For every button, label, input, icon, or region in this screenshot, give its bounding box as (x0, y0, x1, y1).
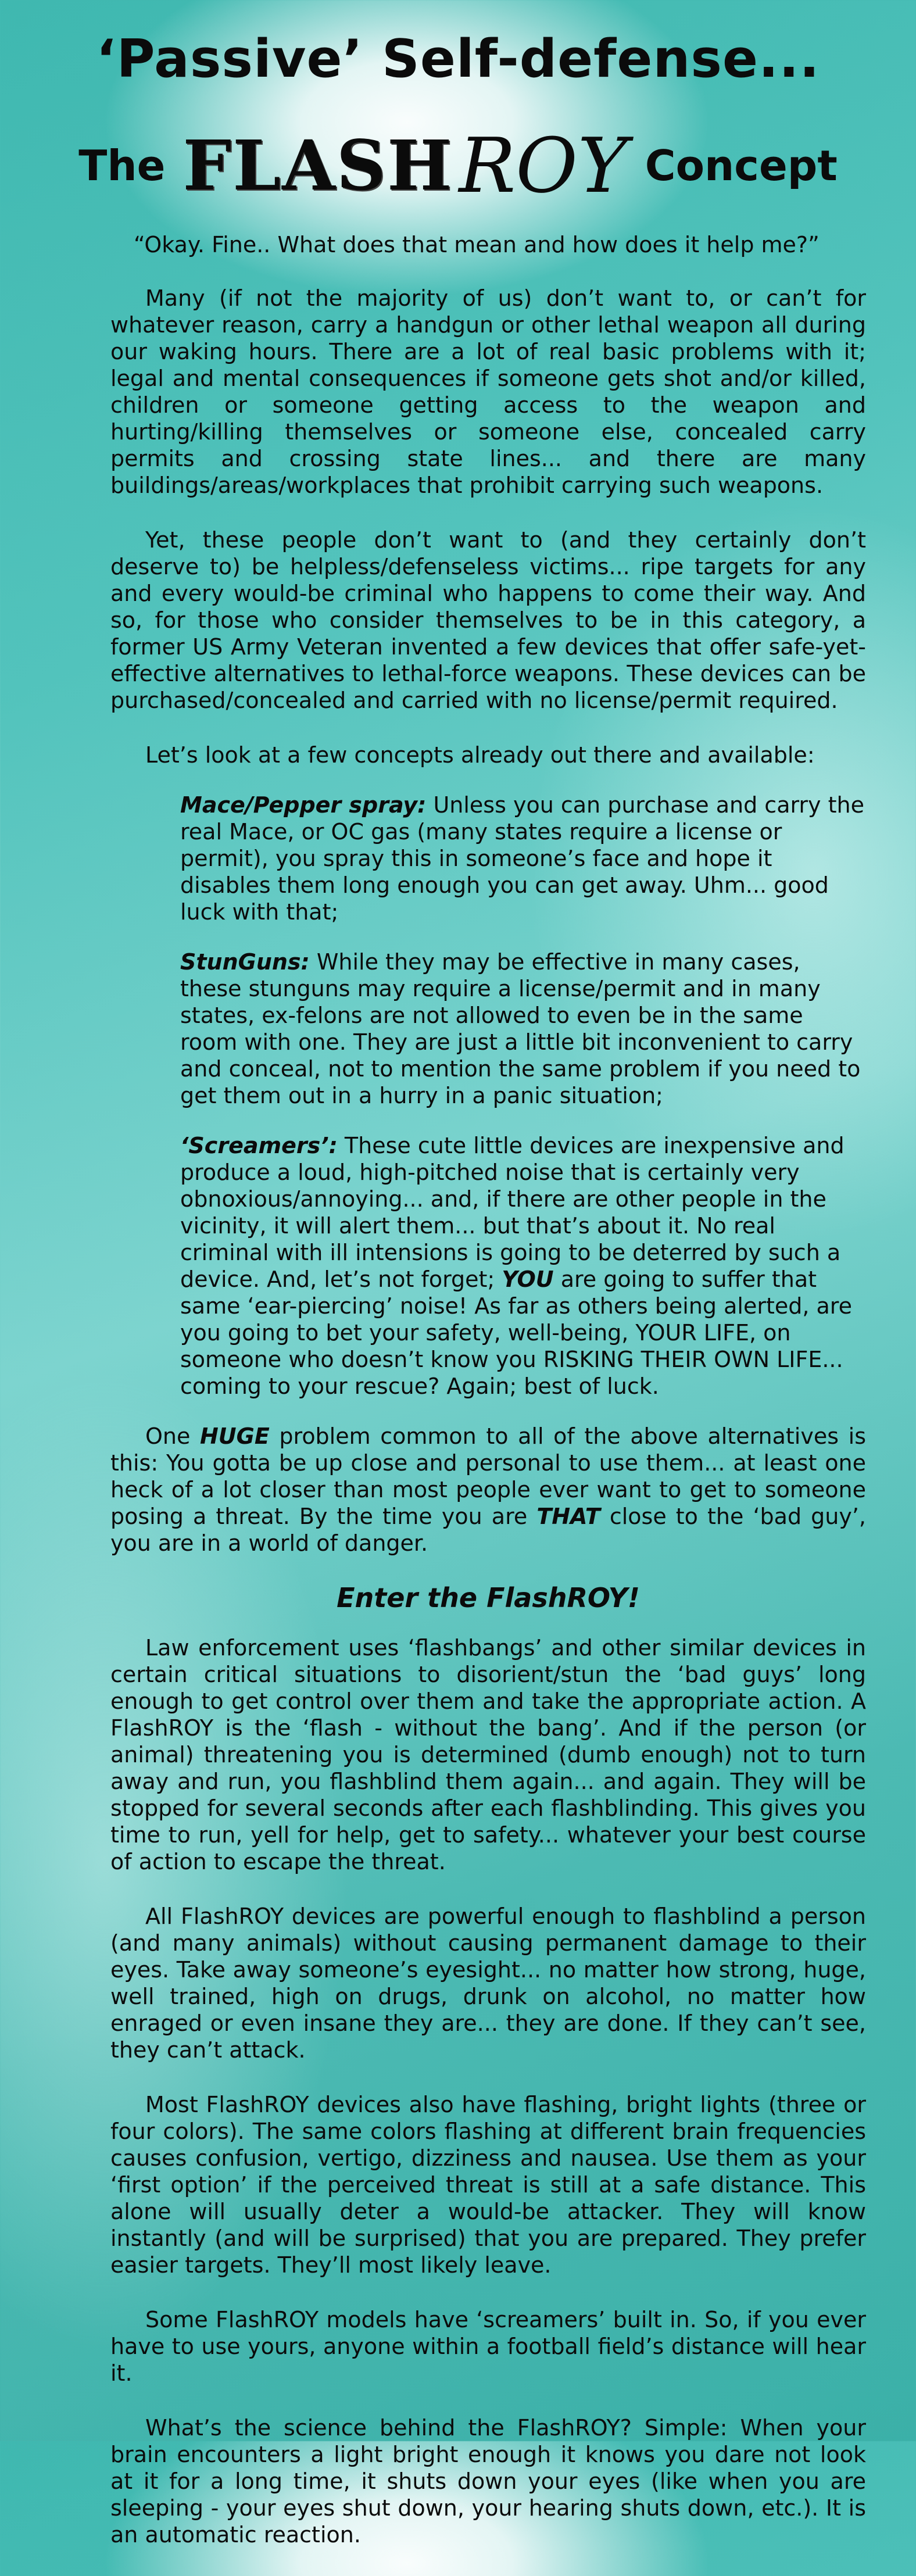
opening-quote: “Okay. Fine.. What does that mean and how does it help me?” (134, 232, 820, 257)
item-heading: StunGuns: (180, 949, 310, 975)
p4-text-b: problem common to all of the above alternatives is this: You gotta be up close and personal to use them... at least one heck of a lot closer than most people ever want to get to someone posing a threat. By the time you are (110, 1423, 866, 1529)
paragraph-5: Law enforcement uses ‘flashbangs’ and other similar devices in certain critical situations to disorient/stun the ‘bad guys’ long enough to get control over them and take the appropriate action. A FlashROY is the ‘flash - without the bang’. And if the person (or animal) threatening you is determined (dumb enough) not to turn away and run, you flashblind them again... and again. They will be stopped for several seconds after each flashblinding. This gives you time to run, yell for help, get to safety... whatever your best course of action to escape the threat. (110, 1635, 866, 1874)
item-body-continued: are going to suffer that same ‘ear-piercing’ noise! As far as others being alerted, are you going to bet your safety, well-being, YOUR LIFE, on someone who doesn’t know you RISKING THEIR OWN LIFE... coming to your rescue? Again; best of luck. (180, 1266, 852, 1399)
item-heading: Mace/Pepper spray: (180, 792, 427, 818)
list-item-mace (180, 792, 866, 925)
item-emphasis: YOU (502, 1266, 554, 1292)
list-item-stunguns (180, 949, 866, 1109)
item-body: While they may be effective in many cases, these stunguns may require a license/permit and in many states, ex-felons are not allowed to even be in the same room with one. They are just a little bit inconvenient to carry and conceal, not to mention the same problem if you need to get them out in a hurry in a panic situation; (180, 949, 861, 1108)
title-roy-logo: ROY (459, 121, 628, 210)
paragraph-3: Let’s look at a few concepts already out there and available: (145, 742, 815, 768)
p4-text-c: close to the ‘bad guy’, you are in a world of danger. (110, 1504, 866, 1556)
item-body: These cute little devices are inexpensive and produce a loud, high-pitched noise that is certainly very obnoxious/annoying... and, if there are other people in the vicinity, it will alert them... but that’s about it. No real criminal with ill intensions is going to be deterred by such a device. And, let’s not forget; (180, 1133, 845, 1292)
paragraph-6: All FlashROY devices are powerful enough to flashblind a person (and many animals) without causing permanent damage to their eyes. Take away someone’s eyesight... no matter how strong, huge, well trained, high on drugs, drunk on alcohol, no matter how enraged or even insane they are... they are done. If they can’t see, they can’t attack. (110, 1904, 866, 2063)
p4-text-a: One (145, 1423, 200, 1449)
paragraph-7: Most FlashROY devices also have flashing, bright lights (three or four colors). The same colors flashing at different brain frequencies causes confusion, vertigo, dizziness and nausea. Use them as your ‘first option’ if the perceived threat is still at a safe distance. This alone will usually deter a would-be attacker. They will know instantly (and will be surprised) that you are prepared. They prefer easier targets. They’ll most likely leave. (110, 2092, 866, 2278)
list-item-screamers (180, 1132, 866, 1400)
paragraph-1: Many (if not the majority of us) don’t want to, or can’t for whatever reason, carry a handgun or other lethal weapon all during our waking hours. There are a lot of real basic problems with it; legal and mental consequences if someone gets shot and/or killed, children or someone getting access to the weapon and hurting/killing themselves or someone else, concealed carry permits and crossing state lines... and there are many buildings/areas/workplaces that prohibit carrying such weapons. (110, 285, 866, 498)
title-concept: Concept (645, 141, 838, 190)
item-heading: ‘Screamers’: (180, 1133, 338, 1158)
p4-emphasis-that: THAT (536, 1504, 600, 1529)
paragraph-9: What’s the science behind the FlashROY? Simple: When your brain encounters a light bright enough it knows you dare not look at it for a long time, it shuts down your eyes (like when you are sleeping - your eyes shut down, your hearing shuts down, etc.). It is an automatic reaction. (110, 2415, 866, 2548)
paragraph-8: Some FlashROY models have ‘screamers’ built in. So, if you ever have to use yours, anyone within a football field’s distance will hear it. (110, 2307, 866, 2386)
paragraph-2: Yet, these people don’t want to (and they certainly don’t deserve to) be helpless/defenseless victims... ripe targets for any and every would-be criminal who happens to come their way. And so, for those who consider themselves to be in this category, a former US Army Veteran invented a few devices that offer safe-yet-effective alternatives to lethal-force weapons. These devices can be purchased/concealed and carried with no license/permit required. (110, 527, 866, 713)
item-body: Unless you can purchase and carry the real Mace, or OC gas (many states require a license or permit), you spray this in someone’s face and hope it disables them long enough you can get away. Uhm... good luck with that; (180, 792, 864, 925)
title-line-2 (0, 121, 916, 210)
title-the: The (78, 141, 166, 190)
title-line-1: ‘Passive’ Self-defense... (96, 28, 820, 90)
paragraph-4 (110, 1423, 866, 1557)
p4-emphasis-huge: HUGE (199, 1423, 270, 1449)
title-flash-logo: FLASH (183, 125, 453, 206)
body-text (110, 231, 866, 2576)
section-heading: Enter the FlashROY! (337, 1582, 640, 1613)
